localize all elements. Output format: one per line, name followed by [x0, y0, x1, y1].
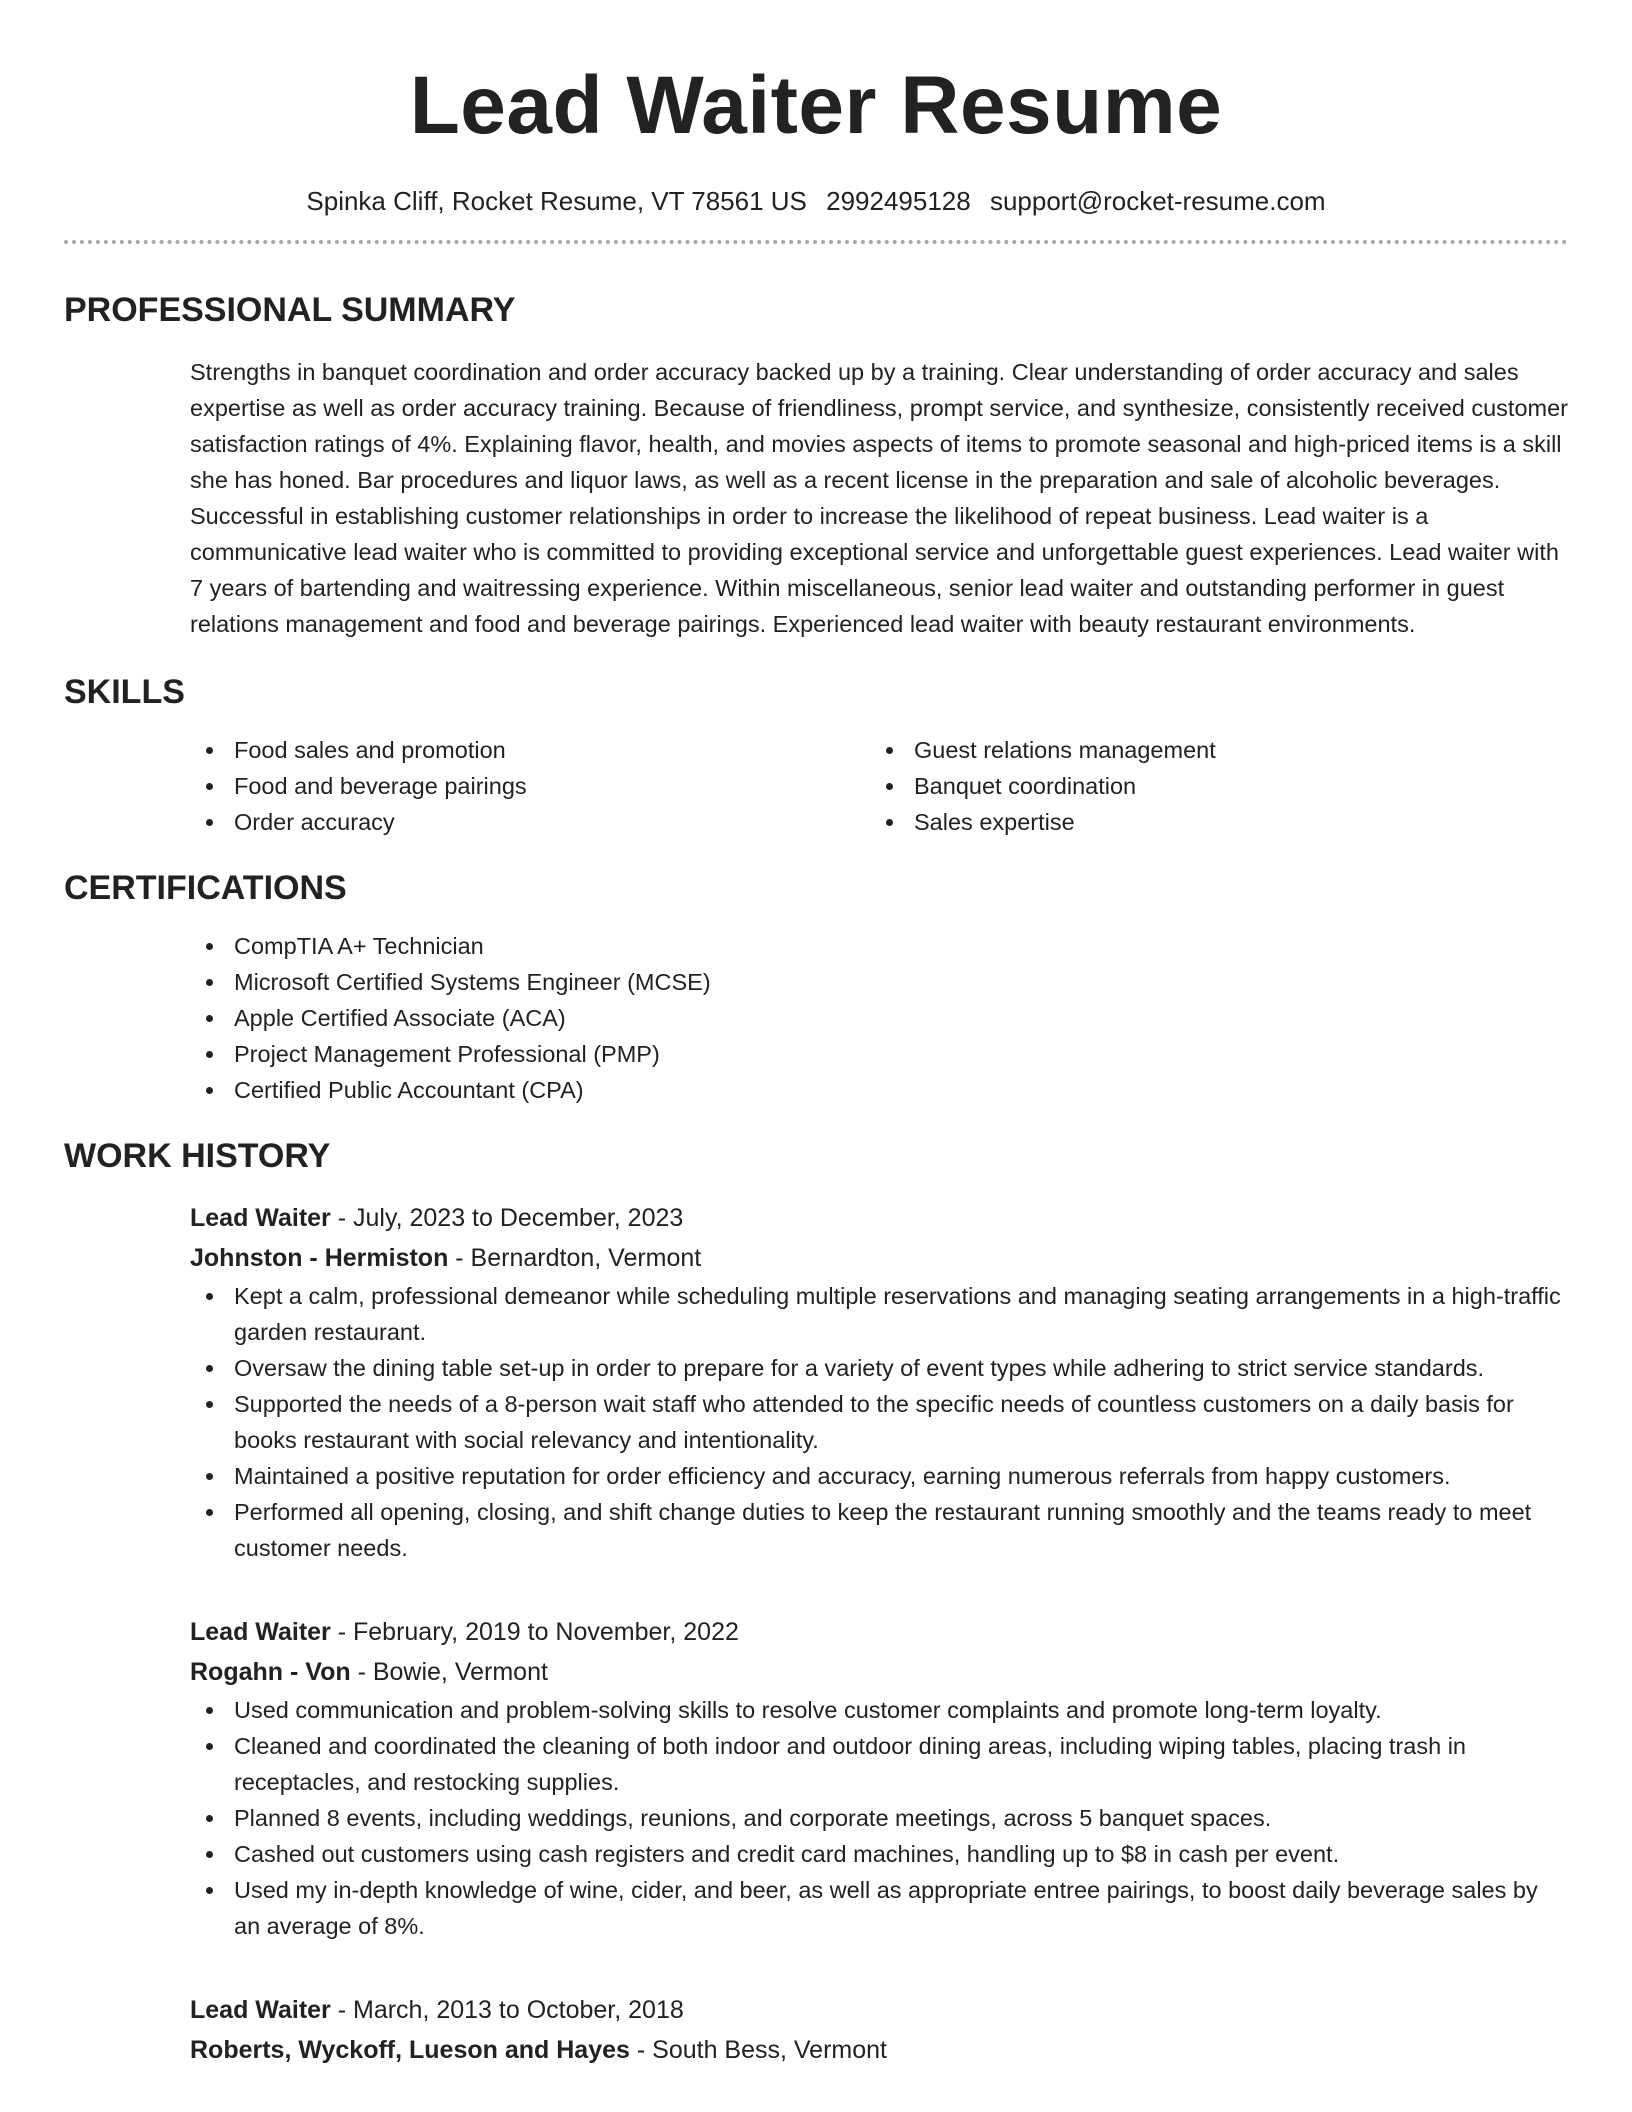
- job-bullet: Used my in-depth knowledge of wine, cider, and beer, as well as appropriate entree pairings, to boost daily beverage sales by an average of 8%.: [190, 1872, 1568, 1944]
- job-title: Lead Waiter: [190, 1996, 331, 2024]
- job-company-line: [190, 1652, 1568, 1692]
- job-bullet: Performed all opening, closing, and shift change duties to keep the restaurant running smoothly and the teams ready to meet customer needs.: [190, 1494, 1568, 1566]
- job-bullet: Maintained a positive reputation for order efficiency and accuracy, earning numerous referrals from happy customers.: [190, 1458, 1568, 1494]
- contact-email: support@rocket-resume.com: [989, 186, 1326, 216]
- skills-column-right: [870, 732, 1550, 840]
- bullet-icon: [206, 1365, 213, 1372]
- bullet-icon: [206, 1707, 213, 1714]
- bullet-icon: [206, 747, 213, 754]
- skill-item: Banquet coordination: [870, 768, 1550, 804]
- bullet-icon: [206, 1051, 213, 1058]
- bullet-icon: [886, 783, 893, 790]
- bullet-icon: [206, 783, 213, 790]
- job-title: Lead Waiter: [190, 1204, 331, 1232]
- job-location: - Bowie, Vermont: [350, 1658, 548, 1686]
- job-entry: [190, 1198, 1568, 1566]
- job-bullet: Cashed out customers using cash registers and credit card machines, handling up to $8 in cash per event.: [190, 1836, 1568, 1872]
- job-company: Johnston - Hermiston: [190, 1244, 449, 1272]
- bullet-icon: [206, 1743, 213, 1750]
- certification-item: CompTIA A+ Technician: [190, 928, 1568, 964]
- bullet-icon: [206, 1401, 213, 1408]
- skill-item: Sales expertise: [870, 804, 1550, 840]
- certification-item: Certified Public Accountant (CPA): [190, 1072, 1568, 1108]
- job-dates: - March, 2013 to October, 2018: [330, 1996, 684, 2024]
- bullet-icon: [206, 1509, 213, 1516]
- bullet-icon: [886, 747, 893, 754]
- skill-item: Food sales and promotion: [190, 732, 870, 768]
- skill-item: Food and beverage pairings: [190, 768, 870, 804]
- certification-item: Apple Certified Associate (ACA): [190, 1000, 1568, 1036]
- contact-phone: 2992495128: [826, 186, 971, 216]
- job-bullet: Kept a calm, professional demeanor while scheduling multiple reservations and managing seating arrangements in a high-traffic garden restaurant.: [190, 1278, 1568, 1350]
- contact-address: Spinka Cliff, Rocket Resume, VT 78561 US: [306, 186, 807, 216]
- skill-item: Guest relations management: [870, 732, 1550, 768]
- bullet-icon: [206, 943, 213, 950]
- summary-text: Strengths in banquet coordination and order accuracy backed up by a training. Clear understanding of order accuracy and sales expertise as well as order accuracy training. Because of friendliness, prompt service, and synthesize, consistently received customer satisfaction ratings of 4%. Explaining flavor, health, and movies aspects of items to promote seasonal and high-priced items is a skill she has honed. Bar procedures and liquor laws, as well as a recent license in the preparation and sale of alcoholic beverages. Successful in establishing customer relationships in order to increase the likelihood of repeat business. Lead waiter is a communicative lead waiter who is committed to providing exceptional service and unforgettable guest experiences. Lead waiter with 7 years of bartending and waitressing experience. Within miscellaneous, senior lead waiter and outstanding performer in guest relations management and food and beverage pairings. Experienced lead waiter with beauty restaurant environments.: [190, 359, 1568, 637]
- job-entry: [190, 1612, 1568, 1944]
- certifications-list: [190, 928, 1568, 1108]
- skills-column-left: [190, 732, 870, 840]
- job-title-line: [190, 1990, 1568, 2030]
- contact-line: [64, 184, 1568, 218]
- bullet-icon: [206, 1815, 213, 1822]
- skills-list: [190, 732, 1568, 840]
- work-history-list: [190, 1198, 1568, 2070]
- job-title-line: [190, 1612, 1568, 1652]
- bullet-icon: [206, 1887, 213, 1894]
- bullet-icon: [206, 1473, 213, 1480]
- job-bullet: Planned 8 events, including weddings, reunions, and corporate meetings, across 5 banquet spaces.: [190, 1800, 1568, 1836]
- bullet-icon: [206, 979, 213, 986]
- header-divider: [64, 240, 1568, 244]
- job-company: Rogahn - Von: [190, 1658, 351, 1686]
- work-history-heading: WORK HISTORY: [64, 1137, 331, 1175]
- job-location: - South Bess, Vermont: [629, 2036, 887, 2064]
- certification-item: Project Management Professional (PMP): [190, 1036, 1568, 1072]
- bullet-icon: [886, 819, 893, 826]
- job-bullet: Cleaned and coordinated the cleaning of both indoor and outdoor dining areas, including wiping tables, placing trash in receptacles, and restocking supplies.: [190, 1728, 1568, 1800]
- bullet-icon: [206, 1087, 213, 1094]
- job-company-line: [190, 1238, 1568, 1278]
- job-dates: - July, 2023 to December, 2023: [330, 1204, 684, 1232]
- job-company-line: [190, 2030, 1568, 2070]
- summary-heading: PROFESSIONAL SUMMARY: [64, 291, 516, 329]
- skill-item: Order accuracy: [190, 804, 870, 840]
- job-entry: [190, 1990, 1568, 2070]
- job-dates: - February, 2019 to November, 2022: [330, 1618, 739, 1646]
- bullet-icon: [206, 1015, 213, 1022]
- job-title: Lead Waiter: [190, 1618, 331, 1646]
- skills-heading: SKILLS: [64, 673, 185, 711]
- bullet-icon: [206, 1293, 213, 1300]
- job-title-line: [190, 1198, 1568, 1238]
- job-responsibilities: [190, 1278, 1568, 1566]
- bullet-icon: [206, 819, 213, 826]
- job-bullet: Oversaw the dining table set-up in order to prepare for a variety of event types while adhering to strict service standards.: [190, 1350, 1568, 1386]
- certifications-heading: CERTIFICATIONS: [64, 869, 347, 907]
- job-bullet: Supported the needs of a 8-person wait staff who attended to the specific needs of countless customers on a daily basis for books restaurant with social relevancy and intentionality.: [190, 1386, 1568, 1458]
- job-company: Roberts, Wyckoff, Lueson and Hayes: [190, 2036, 630, 2064]
- certification-item: Microsoft Certified Systems Engineer (MCSE): [190, 964, 1568, 1000]
- job-location: - Bernardton, Vermont: [448, 1244, 702, 1272]
- bullet-icon: [206, 1851, 213, 1858]
- job-responsibilities: [190, 1692, 1568, 1944]
- job-bullet: Used communication and problem-solving skills to resolve customer complaints and promote long-term loyalty.: [190, 1692, 1568, 1728]
- resume-title: Lead Waiter Resume: [409, 60, 1223, 151]
